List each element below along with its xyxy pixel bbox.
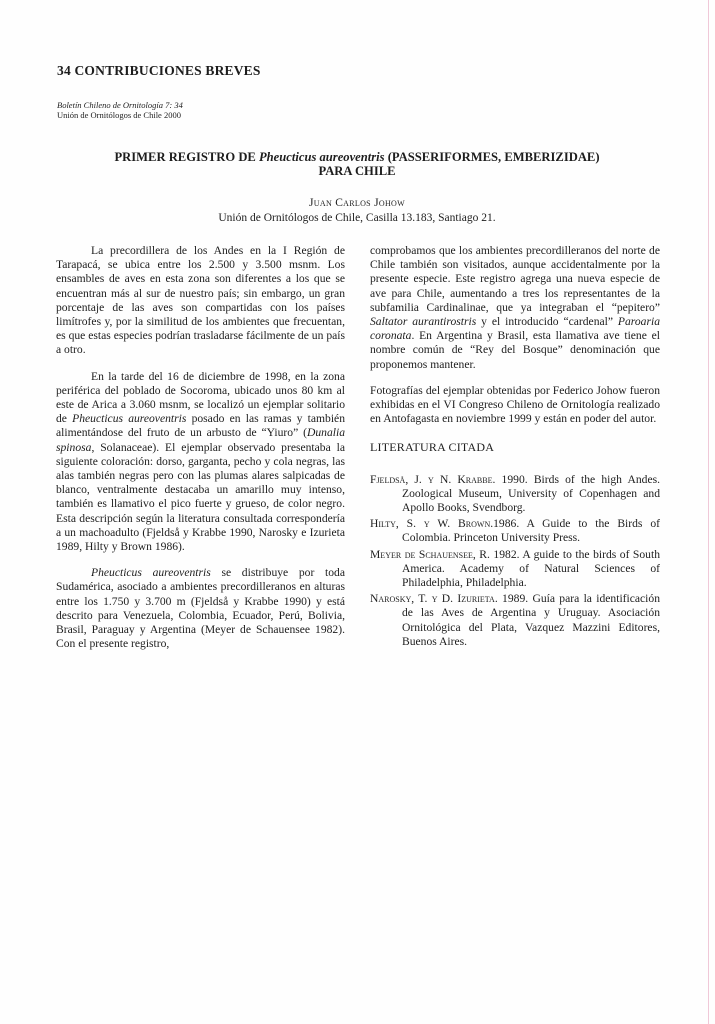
reference-text: R. 1982. A guide to the birds of South America. Academy of Natural Sciences of Philadelphia, Philadelphia. <box>402 547 660 590</box>
author-affiliation: Unión de Ornitólogos de Chile, Casilla 13.183, Santiago 21. <box>218 212 496 224</box>
running-head: 34 CONTRIBUCIONES BREVES <box>57 63 261 78</box>
journal-citation: Boletín Chileno de Ornitología 7: 34 <box>57 100 183 110</box>
text-span: En la tarde del 16 de diciembre de 1998, en la zona periférica del poblado de Socoroma, ubicado unos 80 km al este de Arica a 3.060 msnm, se localizó un ejemplar solitario de <box>56 369 345 426</box>
reference-text: 1989. Guía para la identificación de las Aves de Argentina y Uruguay. Asociación Ornitológica del Plata, Vazquez Mazzini Editores, Buenos Aires. <box>402 592 660 648</box>
paragraph-observation <box>56 370 345 555</box>
reference-authors: Fjeldså, J. y N. Krabbe. <box>370 472 496 486</box>
title-species: Pheucticus aureoventris <box>258 150 385 164</box>
plant-name: Dunalia spinosa <box>56 426 345 454</box>
author-name: Juan Carlos Johow <box>309 197 405 209</box>
right-column <box>370 244 660 651</box>
reference-text: 1990. Birds of the high Andes. Zoological Museum, University of Copenhagen and Apollo Books, Svendborg. <box>402 472 660 515</box>
reference-authors: Narosky, T. y D. Izurieta. <box>370 592 498 606</box>
text-span: se distribuye por toda Sudamérica, asociado a ambientes precordilleranos en alturas entre los 1.750 y 3.700 m (Fjeldså y Krabbe 1990) y está descrito para Venezuela, Colombia, Ecuador, Perú, Bolivia, Brasil, Paraguay y Argentina (Meyer de Schauensee 1982). Con el presente registro, <box>56 566 345 651</box>
species-name: Saltator aurantirostris <box>370 315 477 329</box>
title-line2: PARA CHILE <box>318 164 396 178</box>
text-span: , Solanaceae). El ejemplar observado presentaba la siguiente coloración: dorso, garganta, pecho y cola negras, las alas también negras pero con las plumas alares salpicadas de blanco, ventralmente destacaba un amarillo muy intenso, también es llamativo el pico fuerte y grueso, de color negro. Esta descripción según la literatura consultada correspondería a un machoadulto (Fjeldså y Krabbe 1990, Narosky e Izurieta 1989, Hilty y Brown 1986). <box>56 440 345 554</box>
left-column <box>56 244 345 663</box>
reference-text: 1986. A Guide to the Birds of Colombia. Princeton University Press. <box>402 517 660 545</box>
page-edge-line <box>708 0 709 1024</box>
title-part2: (PASSERIFORMES, EMBERIZIDAE) <box>384 150 600 164</box>
title-part1: PRIMER REGISTRO DE <box>114 150 259 164</box>
literature-heading: LITERATURA CITADA <box>370 440 495 455</box>
article-title <box>57 150 657 178</box>
journal-publisher: Unión de Ornitólogos de Chile 2000 <box>57 110 181 120</box>
reference-item <box>370 592 660 649</box>
paragraph-photos: Fotografías del ejemplar obtenidas por Federico Johow fueron exhibidas en el VI Congreso Chileno de Ornitología realizado en Antofagasta en noviembre 1999 y están en poder del autor. <box>370 383 660 426</box>
reference-item <box>370 473 660 516</box>
reference-item <box>370 517 660 545</box>
text-span: y el introducido “cardenal” <box>476 315 618 329</box>
reference-authors: Hilty, S. y W. Brown. <box>370 517 494 531</box>
species-name: Pheucticus aureoventris <box>91 566 211 580</box>
text-span: . En Argentina y Brasil, esta llamativa ave tiene el nombre común de “Rey del Bosque” denominación que proponemos mantener. <box>370 329 660 371</box>
paragraph-intro: La precordillera de los Andes en la I Región de Tarapacá, se ubica entre los 2.500 y 3.500 msnm. Los ensambles de aves en esta zona son diferentes a los que se encuentran más al sur de nuestro país; sin embargo, un gran porcentaje de las aves son compartidas con los países limítrofes y, por la similitud de los ambientes que frecuentan, es que estas especies podrían trasladarse fácilmente de un país a otro. <box>56 244 345 357</box>
paragraph-distribution <box>56 566 345 651</box>
reference-item <box>370 548 660 591</box>
species-name: Paroaria coronata <box>370 315 660 343</box>
paragraph-continuation <box>370 244 660 372</box>
reference-authors: Meyer de Schauensee, <box>370 547 476 561</box>
text-span: comprobamos que los ambientes precordilleranos del norte de Chile también son visitados, aunque accidentalmente por la presente especie. Este registro agrega una nueva especie de ave para Chile, aumentando a tres los representantes de la subfamilia Cardinalinae, que ya integraban el “pepitero” <box>370 244 660 314</box>
text-span: posado en las ramas y también alimentándose del fruto de un arbusto de “Yiuro” ( <box>56 412 346 440</box>
species-name: Pheucticus aureoventris <box>72 412 187 426</box>
journal-info <box>57 100 183 120</box>
